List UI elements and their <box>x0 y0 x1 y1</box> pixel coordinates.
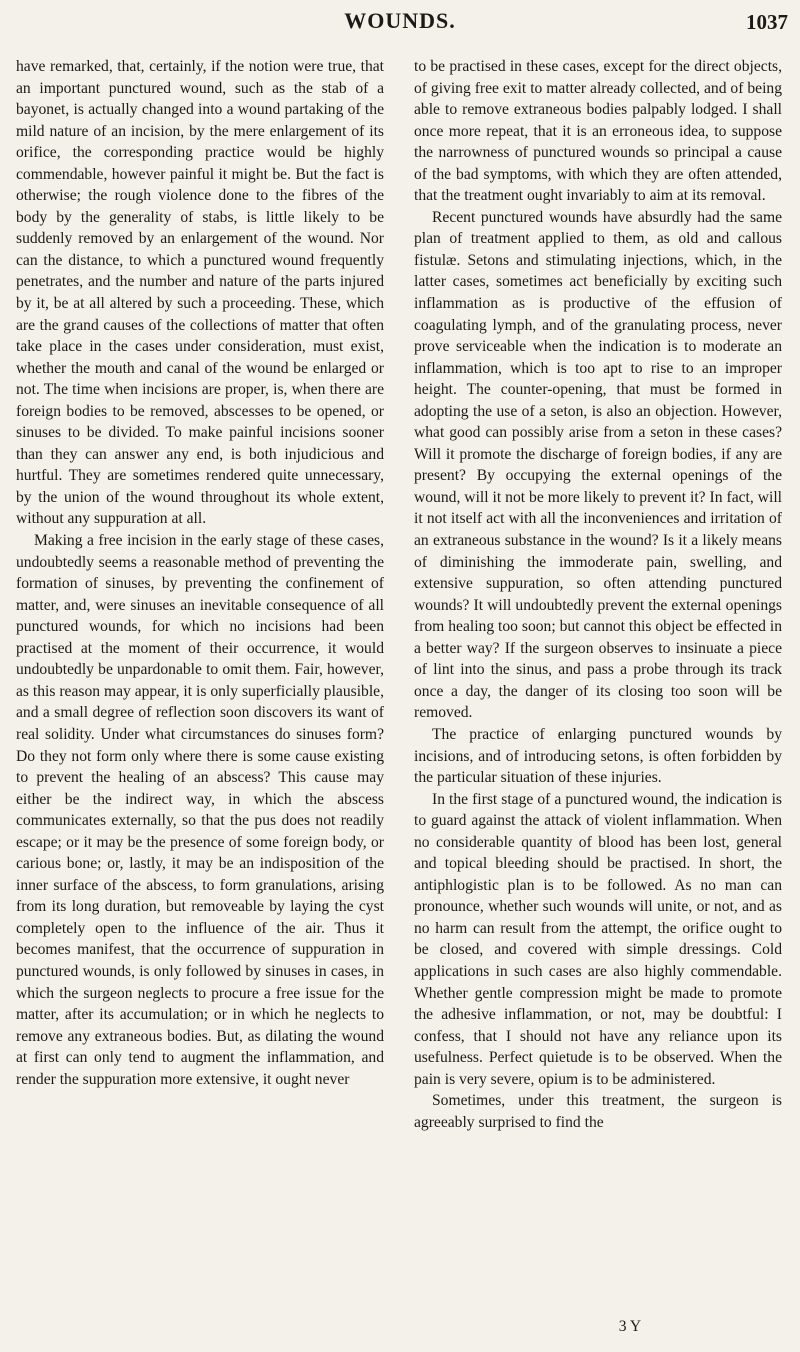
right-column <box>414 56 782 1133</box>
page-number: 1037 <box>746 10 788 34</box>
left-column <box>16 56 384 1090</box>
left-paragraph-2: Making a free incision in the early stage of these cases, undoubtedly seems a reasonable method of preventing the formation of sinuses, by preventing the confinement of matter, and, were sinuses an inevitable consequence of all punctured wounds, for which no incisions had been practised at the moment of their occurrence, it would undoubtedly be unpardonable to omit them. Fair, however, as this reason may appear, it is only superficially plausible, and a small degree of reflection soon discovers its want of real solidity. Under what circumstances do sinuses form? Do they not form only where there is some cause existing to prevent the healing of an abscess? This cause may either be the indirect way, in which the abscess communicates externally, so that the pus does not readily escape; or it may be the presence of some foreign body, or carious bone; or, lastly, it may be an indisposition of the inner surface of the abscess, to form granulations, arising from its long duration, but removeable by laying the cyst completely open to the influence of the air. Thus it becomes manifest, that the occurrence of suppuration in punctured wounds, is only followed by sinuses in cases, in which the surgeon neglects to procure a free issue for the matter, after its accumulation; or in which he neglects to remove any extraneous bodies. But, as dilating the wound at first can only tend to augment the inflammation, and render the suppuration more extensive, it ought never <box>16 532 384 1088</box>
right-paragraph-3: The practice of enlarging punctured wounds by incisions, and of introducing setons, is often forbidden by the particular situation of these injuries. <box>414 725 782 787</box>
running-head <box>0 8 800 42</box>
left-paragraph-1: have remarked, that, certainly, if the notion were true, that an important punctured wound, such as the stab of a bayonet, is actually changed into a wound partaking of the mild nature of an incision, by the mere enlargement of its orifice, the corresponding practice would be highly commendable, however painful it might be. But the fact is otherwise; the rough violence done to the fibres of the body by the generality of stabs, is little likely to be suddenly removed by an enlargement of the wound. Nor can the distance, to which a punctured wound frequently penetrates, and the number and nature of the parts injured by it, be at all altered by such a proceeding. These, which are the grand causes of the collections of matter that often take place in the cases under consideration, must exist, whether the mouth and canal of the wound be enlarged or not. The time when incisions are proper, is, when there are foreign bodies to be removed, abscesses to be opened, or sinuses to be divided. To make painful incisions sooner than they can answer any end, is both injudicious and hurtful. They are sometimes rendered quite unnecessary, by the union of the wound throughout its whole extent, without any suppuration at all. <box>16 58 384 528</box>
right-paragraph-5: Sometimes, under this treatment, the surgeon is agreeably surprised to find the <box>414 1092 782 1131</box>
running-head-title: WOUNDS. <box>344 8 456 33</box>
right-paragraph-4: In the first stage of a punctured wound, the indication is to guard against the attack of violent inflammation. When no considerable quantity of blood has been lost, general and topical bleeding should be practised. In short, the antiphlogistic plan is to be followed. As no man can pronounce, whether such wounds will unite, or not, and as no harm can result from the attempt, the orifice ought to be closed, and covered with simple dressings. Cold applications in such cases are also highly commendable. Whether gentle compression might be made to promote the adhesive inflammation, or not, may be doubtful: I confess, that I should not have any reliance upon its usefulness. Perfect quietude is to be observed. When the pain is very severe, opium is to be administered. <box>414 790 782 1088</box>
right-paragraph-1: to be practised in these cases, except for the direct objects, of giving free exit to matter already collected, and of being able to remove extraneous bodies palpably lodged. I shall once more repeat, that it is an erroneous idea, to suppose the narrowness of punctured wounds so principal a cause of the bad symptoms, with which they are often attended, that the treatment ought invariably to aim at its removal. <box>414 58 782 205</box>
signature-mark: 3 Y <box>618 1318 642 1335</box>
right-paragraph-2: Recent punctured wounds have absurdly had the same plan of treatment applied to them, as old and callous fistulæ. Setons and stimulating injections, which, in the latter cases, sometimes act beneficially by exciting such inflammation as is productive of the effusion of coagulating lymph, and of the granulating process, never prove serviceable when the indication is to moderate an inflammation, which is too apt to rise to an improper height. The counter-opening, that must be formed in adopting the use of a seton, is also an objection. However, what good can possibly arise from a seton in these cases? Will it promote the discharge of foreign bodies, if any are present? By occupying the external openings of the wound, will it not be more likely to prevent it? In fact, will it not itself act with all the inconveniences and irritation of an extraneous substance in the wound? Is it a likely means of diminishing the immoderate pain, swelling, and extensive suppuration, so often attending punctured wounds? It will undoubtedly prevent the external openings from healing too soon; but cannot this object be effected in a better way? If the surgeon observes to insinuate a piece of lint into the sinus, and pass a probe through its track once a day, the danger of its closing too soon will be removed. <box>414 208 782 722</box>
